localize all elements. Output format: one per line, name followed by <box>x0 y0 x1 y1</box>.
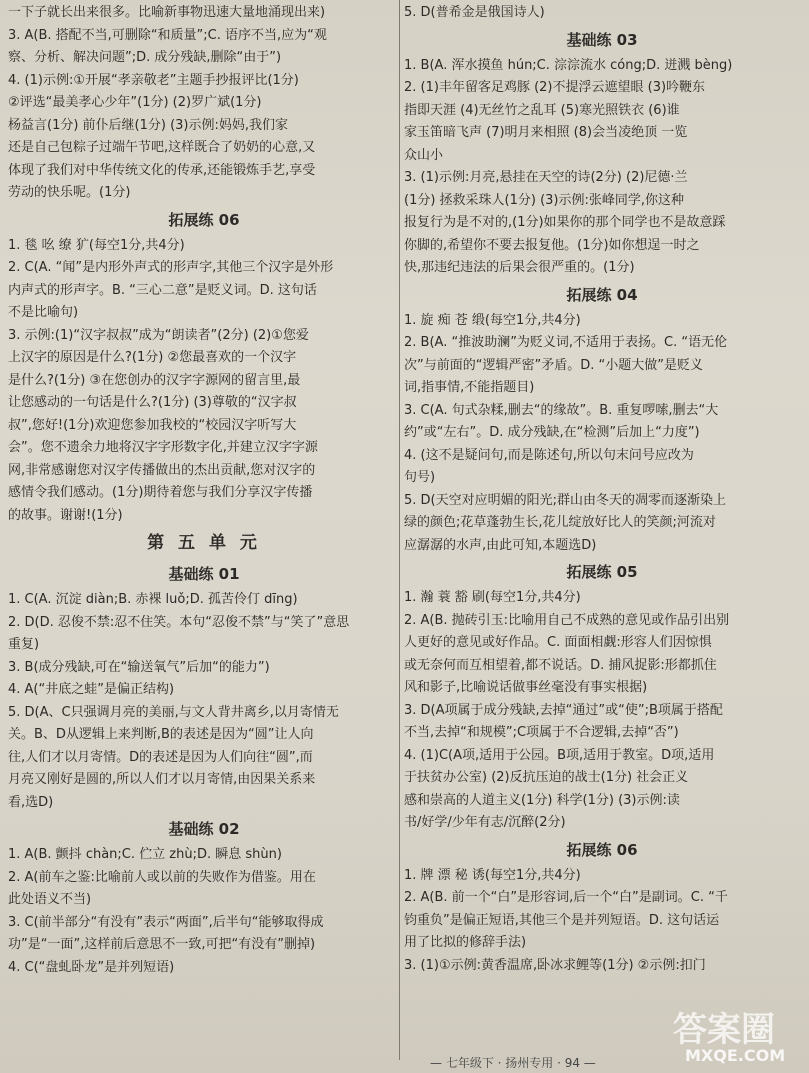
unit-title: 第 五 单 元 <box>147 533 261 553</box>
answer-line: 指即天涯 (4)无丝竹之乱耳 (5)寒光照铁衣 (6)谁 <box>404 102 680 118</box>
answer-line: 感和崇高的人道主义(1分) 科学(1分) (3)示例:读 <box>404 792 680 808</box>
answer-line: 是什么?(1分) ③在您创办的汉字字源网的留言里,最 <box>8 372 301 388</box>
section-heading: 拓展练 06 <box>566 840 638 859</box>
answer-line: 5. D(普希金是俄国诗人) <box>404 5 545 20</box>
answer-line: 绿的颜色;花草蓬勃生长,花儿绽放好比人的笑颜;河流对 <box>404 515 716 530</box>
answer-line: 不当,去掉“和规模”;C项属于不合逻辑,去掉“否”) <box>404 725 679 740</box>
answer-line: 应潺潺的水声,由此可知,本题选D) <box>404 537 597 553</box>
answer-line: 你脚的,希望你不要去报复他。(1分)如你想逞一时之 <box>404 237 700 253</box>
answer-line: 家玉笛暗飞声 (7)明月来相照 (8)会当凌绝顶 一览 <box>404 125 688 140</box>
page-footer: — 七年级下 · 扬州专用 · 94 — <box>430 1056 596 1070</box>
answer-line: 5. D(A、C只强调月亮的美丽,与文人背井离乡,以月寄情无 <box>8 704 339 720</box>
answer-line: 关。B、D从逻辑上来判断,B的表述是因为“圆”让人向 <box>8 727 314 742</box>
section-heading: 基础练 03 <box>566 30 638 49</box>
answer-line: 1. 毯 吆 缭 犷(每空1分,共4分) <box>8 237 185 253</box>
answer-line: 功”是“一面”,这样前后意思不一致,可把“有没有”删掉) <box>8 937 316 952</box>
section-heading: 拓展练 05 <box>566 563 638 581</box>
answer-line: 2. B(A. “推波助澜”为贬义词,不适用于表扬。C. “语无伦 <box>404 335 728 350</box>
answer-line: 3. C(A. 句式杂糅,删去“的缘故”。B. 重复啰嗦,删去“大 <box>404 402 719 418</box>
answer-line: 月亮又刚好是圆的,所以人们才以月寄情,由因果关系来 <box>8 772 316 787</box>
answer-line: 不是比喻句) <box>8 305 79 320</box>
answer-line: 钧重负”是偏正短语,其他三个是并列短语。D. 这句话运 <box>404 912 720 928</box>
answer-line: 杨益言(1分) 前仆后继(1分) (3)示例:妈妈,我们家 <box>8 117 289 133</box>
answer-line: 1. A(B. 颤抖 chàn;C. 伫立 zhù;D. 瞬息 shùn) <box>8 847 282 862</box>
answer-line: 约”或“左右”。D. 成分残缺,在“检测”后加上“力度”) <box>404 425 700 440</box>
left-column <box>8 2 400 979</box>
answer-line: 让您感动的一句话是什么?(1分) (3)尊敬的“汉字叔 <box>8 395 297 410</box>
answer-line: 3. (1)示例:月亮,悬挂在天空的诗(2分) (2)尼德·兰 <box>404 170 688 185</box>
answer-line: 书/好学/少年有志/沉醉(2分) <box>404 815 566 830</box>
answer-line: 词,指事情,不能指题目) <box>404 380 535 395</box>
answer-line: 3. A(B. 搭配不当,可删除“和质量”;C. 语序不当,应为“观 <box>8 27 327 43</box>
answer-line: 3. 示例:(1)“汉字叔叔”成为“朗读者”(2分) (2)①您爱 <box>8 327 309 343</box>
section-heading: 基础练 01 <box>168 565 240 583</box>
section-heading: 基础练 02 <box>168 820 240 838</box>
answer-line: 用了比拟的修辞手法) <box>404 935 527 950</box>
answer-line: 感情令我们感动。(1分)期待着您与我们分享汉字传播 <box>8 485 313 500</box>
answer-line: 2. A(B. 前一个“白”是形容词,后一个“白”是副词。C. “千 <box>404 890 728 905</box>
answer-line: 2. (1)丰年留客足鸡豚 (2)不提浮云遮望眼 (3)吟鞭东 <box>404 80 706 95</box>
answer-line: (1分) 拯救采珠人(1分) (3)示例:张峰同学,你这种 <box>404 192 685 208</box>
answer-line: 人更好的意见或好作品。C. 面面相觑:形容人们因惊惧 <box>404 635 712 650</box>
answer-line: 此处语义不当) <box>8 892 92 907</box>
answer-line: 看,选D) <box>8 794 54 810</box>
answer-line: 句号) <box>404 470 436 485</box>
answer-line: 4. (这不是疑问句,而是陈述句,所以句末问号应改为 <box>404 447 694 463</box>
answer-line: 4. A(“井底之蛙”是偏正结构) <box>8 682 175 697</box>
answer-line: 4. C(“盘虬卧龙”是并列短语) <box>8 959 175 975</box>
answer-line: 的故事。谢谢!(1分) <box>8 507 123 523</box>
answer-line: 3. (1)①示例:黄香温席,卧冰求鲤等(1分) ②示例:扣门 <box>404 957 706 973</box>
answer-line: 劳动的快乐呢。(1分) <box>8 185 131 200</box>
answer-line: 或无奈何而互相望着,都不说话。D. 捕风捉影:形都抓住 <box>404 657 717 673</box>
answer-line: 体现了我们对中华传统文化的传承,还能锻炼手艺,享受 <box>8 162 316 178</box>
answer-line: 4. (1)示例:①开展“孝亲敬老”主题手抄报评比(1分) <box>8 72 299 88</box>
answer-line: 次”与前面的“逻辑严密”矛盾。D. “小题大做”是贬义 <box>404 357 703 373</box>
answer-line: 1. 牌 漂 秘 诱(每空1分,共4分) <box>404 867 581 883</box>
answer-line: 重复) <box>8 637 40 652</box>
column-divider <box>399 0 400 1060</box>
answer-line: 叔”,您好!(1分)欢迎您参加我校的“校园汉字听写大 <box>8 417 297 433</box>
answer-line: 察、分析、解决问题”;D. 成分残缺,删除“由于”) <box>8 50 282 65</box>
section-heading: 拓展练 04 <box>566 285 638 304</box>
answer-line: 一下子就长出来很多。比喻新事物迅速大量地涌现出来) <box>8 5 326 20</box>
answer-line: 还是自己包粽子过端午节吧,这样既合了奶奶的心意,又 <box>8 140 316 155</box>
answer-line: 会”。您不遗余力地将汉字字形数字化,并建立汉字字源 <box>8 440 318 455</box>
answer-line: 1. 旋 痴 苍 缎(每空1分,共4分) <box>404 312 581 328</box>
answer-line: 3. B(成分残缺,可在“输送氧气”后加“的能力”) <box>8 659 270 675</box>
answer-line: 于扶贫办公室) (2)反抗压迫的战士(1分) 社会正义 <box>404 770 689 785</box>
answer-line: 4. (1)C(A项,适用于公园。B项,适用于教室。D项,适用 <box>404 747 715 763</box>
section-heading: 拓展练 06 <box>168 210 240 229</box>
watermark-title: 答案圈 <box>673 1010 775 1050</box>
answer-line: 众山小 <box>404 147 444 163</box>
answer-line: 3. D(A项属于成分残缺,去掉“通过”或“使”;B项属于搭配 <box>404 702 723 718</box>
answer-line: 2. C(A. “闻”是内形外声式的形声字,其他三个汉字是外形 <box>8 260 334 275</box>
answer-line: 风和影子,比喻说话做事丝毫没有事实根据) <box>404 680 648 695</box>
answer-line: 内声式的形声字。B. “三心二意”是贬义词。D. 这句话 <box>8 282 317 298</box>
answer-line: 快,那违纪违法的后果会很严重的。(1分) <box>404 260 635 275</box>
answer-line: 1. C(A. 沉淀 diàn;B. 赤裸 luǒ;D. 孤苦伶仃 dīng) <box>8 592 298 607</box>
answer-line: 上汉字的原因是什么?(1分) ②您最喜欢的一个汉字 <box>8 350 297 365</box>
watermark-url: MXQE.COM <box>685 1046 786 1065</box>
right-column <box>404 2 800 977</box>
answer-line: 2. A(B. 抛砖引玉:比喻用自己不成熟的意见或作品引出别 <box>404 612 730 628</box>
answer-line: 2. A(前车之鉴:比喻前人或以前的失败作为借鉴。用在 <box>8 869 316 885</box>
answer-line: 往,人们才以月寄情。D的表述是因为人们向往“圆”,而 <box>8 749 313 765</box>
watermark-logo <box>673 1002 801 1072</box>
answer-line: 报复行为是不对的,(1分)如果你的那个同学也不是故意踩 <box>404 215 726 230</box>
answer-line: 1. 瀚 蓑 豁 刷(每空1分,共4分) <box>404 590 581 605</box>
answer-line: 3. C(前半部分“有没有”表示“两面”,后半句“能够取得成 <box>8 914 324 930</box>
answer-line: 网,非常感谢您对汉字传播做出的杰出贡献,您对汉字的 <box>8 462 316 478</box>
answer-line: 5. D(天空对应明媚的阳光;群山由冬天的凋零而逐渐染上 <box>404 492 726 508</box>
answer-line: ②评选“最美孝心少年”(1分) (2)罗广斌(1分) <box>8 95 262 110</box>
answer-line: 1. B(A. 浑水摸鱼 hún;C. 淙淙流水 cóng;D. 迸溅 bèng) <box>404 57 733 73</box>
answer-line: 2. D(D. 忍俊不禁:忍不住笑。本句“忍俊不禁”与“笑了”意思 <box>8 614 350 630</box>
